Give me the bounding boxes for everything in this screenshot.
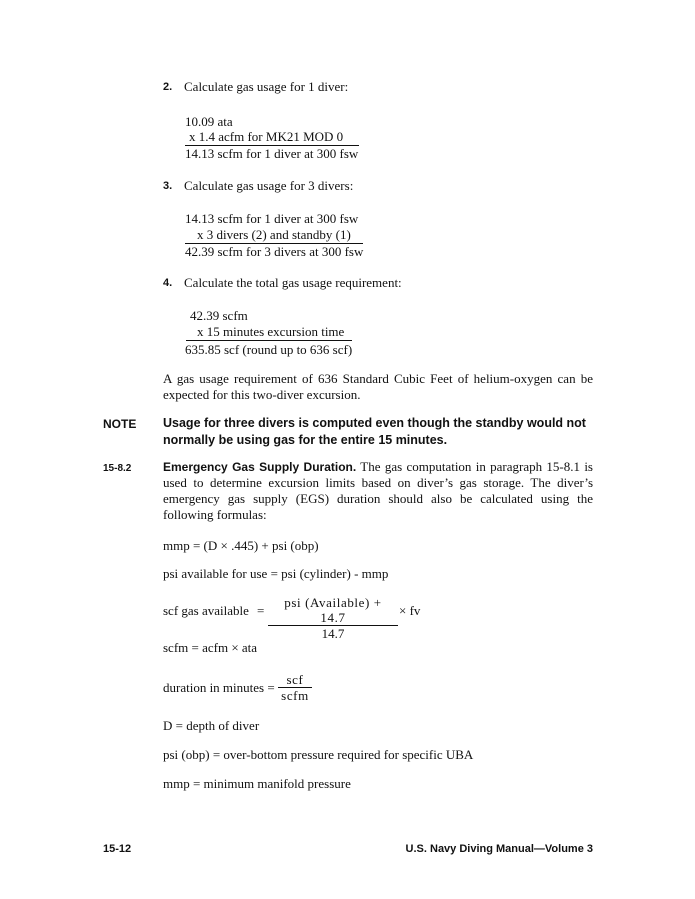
formula-scfm: scfm = acfm × ata: [163, 640, 258, 655]
section-body: The gas computation in paragraph 15-8.1 is used to determine excursion limits based on diver’s gas storage. The diver’s emergency gas supply (EGS) duration should also be calculated using the following formulas:: [163, 459, 593, 522]
footer-manual-title: U.S. Navy Diving Manual—Volume 3: [405, 843, 593, 855]
step-3-calc-line-1: 14.13 scfm for 1 diver at 300 fsw: [185, 211, 359, 226]
formula-duration-denominator: scfm: [281, 688, 309, 703]
step-4-calc-line-1: 42.39 scfm: [190, 308, 248, 323]
step-3-calc-result: 42.39 scfm for 3 divers at 300 fsw: [185, 244, 364, 259]
step-4-title: Calculate the total gas usage requirement:: [184, 275, 402, 290]
formula-scf-fraction: [268, 595, 398, 641]
definition-psi-obp: psi (obp) = over-bottom pressure required for specific UBA: [163, 747, 474, 762]
formula-scf-denominator: 14.7: [321, 626, 345, 641]
formula-scf-numerator: psi (Available) + 14.7: [268, 595, 398, 626]
note-label: NOTE: [103, 417, 137, 431]
definition-mmp: mmp = minimum manifold pressure: [163, 776, 351, 791]
step-2-calc-line-2: x 1.4 acfm for MK21 MOD 0: [185, 129, 359, 146]
formula-mmp: mmp = (D × .445) + psi (obp): [163, 538, 319, 553]
footer-page-number: 15-12: [103, 843, 132, 855]
step-2-calc-result: 14.13 scfm for 1 diver at 300 fsw: [185, 146, 359, 161]
step-4-calc-result: 635.85 scf (round up to 636 scf): [185, 342, 353, 357]
formula-scf-label: scf gas available: [163, 603, 249, 618]
note-text: Usage for three divers is computed even though the standby would not normally be using gas for the entire 15 minutes.: [163, 416, 586, 447]
step-2-title: Calculate gas usage for 1 diver:: [184, 79, 349, 94]
step-3-title: Calculate gas usage for 3 divers:: [184, 178, 354, 193]
step-2-calc-line-1: 10.09 ata: [185, 114, 233, 129]
section-paragraph: [163, 459, 593, 523]
formula-duration-label: duration in minutes =: [163, 680, 275, 695]
summary-paragraph: A gas usage requirement of 636 Standard Cubic Feet of helium-oxygen can be expected for this two-diver excursion.: [163, 371, 593, 402]
definition-d: D = depth of diver: [163, 718, 260, 733]
step-4-calc-line-2: x 15 minutes excursion time: [186, 324, 352, 341]
step-3-number: 3.: [163, 180, 173, 192]
formula-scf-tail: × fv: [399, 603, 421, 618]
formula-duration-fraction: [278, 672, 312, 703]
section-number: 15-8.2: [103, 463, 132, 474]
formula-scf-equals: =: [257, 603, 265, 618]
step-3-calc-line-2: x 3 divers (2) and standby (1): [185, 227, 363, 244]
formula-psi-available: psi available for use = psi (cylinder) - mmp: [163, 566, 389, 581]
section-heading: Emergency Gas Supply Duration.: [163, 460, 357, 474]
step-2-number: 2.: [163, 81, 173, 93]
formula-duration-numerator: scf: [278, 672, 312, 688]
step-4-number: 4.: [163, 277, 173, 289]
